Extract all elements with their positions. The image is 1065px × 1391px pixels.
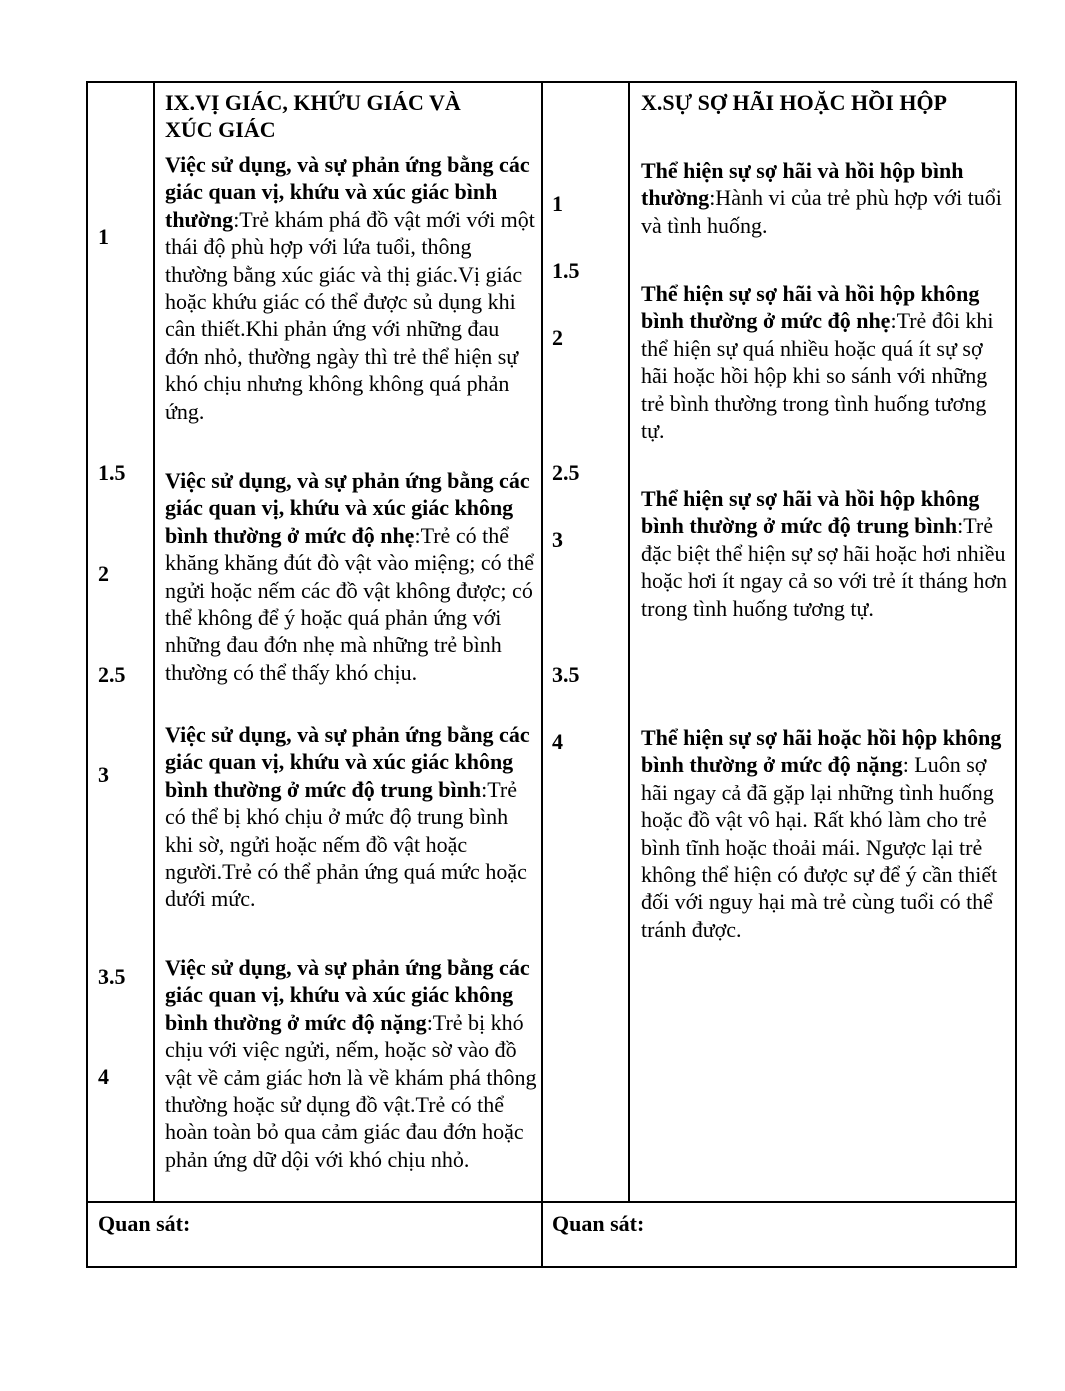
criterion-text: : Luôn sợ hãi ngay cả đã gặp lại những tình huống hoặc đồ vật vô hại. Rất khó làm cho trẻ bình tĩnh hoặc thoải mái. Ngược lại trẻ không thể hiện có được sự để ý cần thiết đối với nguy hại mà trẻ cùng tuổi có thể tránh được. xyxy=(641,752,998,942)
criterion-ix-4 xyxy=(165,954,537,1173)
observation-label-x: Quan sát: xyxy=(552,1211,645,1236)
score-label: 1.5 xyxy=(98,460,126,485)
criterion-text: :Trẻ bị khó chịu với việc ngửi, nếm, hoặc sờ vào đồ vật về cảm giác hơn là về khám phá thông thường hoặc sử dụng đồ vật.Trẻ có thể hoàn toàn bỏ qua cảm giác đau đớn hoặc phản ứng dữ dội với khó chịu nhỏ. xyxy=(165,1009,537,1172)
score-label: 3 xyxy=(98,762,109,787)
table-border-left xyxy=(86,81,88,1268)
score-label: 1 xyxy=(98,224,109,249)
section-title-x: X.SỰ SỢ HÃI HOẶC HỒI HỘP xyxy=(641,90,947,115)
criterion-heading: Thể hiện sự sợ hãi hoặc hồi hộp không bình thường ở mức độ nặng xyxy=(641,725,1002,778)
score-label: 4 xyxy=(552,729,563,754)
criterion-heading: Việc sử dụng, và sự phản ứng bằng các giác quan vị, khứu và xúc giác không bình thường ở mức độ trung bình xyxy=(165,722,530,802)
score-label: 4 xyxy=(98,1064,109,1089)
criterion-x-4 xyxy=(641,724,1009,943)
criterion-x-2 xyxy=(641,280,1009,444)
table-border-right xyxy=(1015,81,1017,1268)
criterion-text: :Trẻ có thể khăng khăng đút đò vật vào miệng; có thể ngửi hoặc nếm các đồ vật không được; có thể không để ý hoặc quá phản ứng với những đau đớn nhẹ mà những trẻ bình thường có thể thấy khó chịu. xyxy=(165,522,535,685)
criterion-x-3 xyxy=(641,485,1009,622)
score-label: 2 xyxy=(552,325,563,350)
score-label: 3 xyxy=(552,527,563,552)
criterion-text: :Hành vi của trẻ phù hợp với tuổi và tình huống. xyxy=(641,185,1002,238)
row-divider xyxy=(86,1201,1017,1203)
criterion-heading: Thể hiện sự sợ hãi và hồi hộp không bình thường ở mức độ trung bình xyxy=(641,486,980,539)
column-divider xyxy=(153,81,155,1203)
criterion-heading: Việc sử dụng, và sự phản ứng bằng các giác quan vị, khứu và xúc giác không bình thường ở mức độ nhẹ xyxy=(165,468,530,548)
section-title-ix: IX.VỊ GIÁC, KHỨU GIÁC VÀ XÚC GIÁC xyxy=(165,90,461,143)
score-label: 2.5 xyxy=(552,460,580,485)
criterion-text: :Trẻ có thể bị khó chịu ở mức độ trung bình khi sờ, ngửi hoặc nếm đồ vật hoặc người.Trẻ có thể phản ứng quá mức hoặc dưới mức. xyxy=(165,776,527,912)
column-divider xyxy=(541,81,543,1268)
table-border-bottom xyxy=(86,1266,1017,1268)
criterion-heading: Việc sử dụng, và sự phản ứng bằng các giác quan vị, khứu và xúc giác bình thường xyxy=(165,152,530,232)
criterion-heading: Thể hiện sự sợ hãi và hồi hộp không bình thường ở mức độ nhẹ xyxy=(641,281,980,334)
criterion-x-1 xyxy=(641,157,1009,239)
criterion-heading: Thể hiện sự sợ hãi và hồi hộp bình thường xyxy=(641,158,964,211)
criterion-heading: Việc sử dụng, và sự phản ứng bằng các giác quan vị, khứu và xúc giác không bình thường ở mức độ nặng xyxy=(165,955,530,1035)
score-label: 2.5 xyxy=(98,662,126,687)
column-divider xyxy=(628,81,630,1203)
criterion-text: :Trẻ khám phá đồ vật mới với một thái độ phù hợp với lứa tuổi, thông thường bằng xúc giác và thị giác.Vị giác hoặc khứu giác có thể được sủ dụng khi cân thiết.Khi phản ứng với những đau đớn nhỏ, thường ngày thì trẻ thể hiện sự khó chịu nhưng không không quá phản ứng. xyxy=(165,206,535,424)
criterion-ix-1 xyxy=(165,151,537,425)
criterion-text: :Trẻ đặc biệt thể hiện sự sợ hãi hoặc hơi nhiều hoặc hơi ít ngay cả so với trẻ ít tháng hơn trong tình huống tương tự. xyxy=(641,513,1008,621)
score-label: 1.5 xyxy=(552,258,580,283)
score-label: 3.5 xyxy=(98,964,126,989)
score-label: 2 xyxy=(98,561,109,586)
table-border-top xyxy=(86,81,1017,83)
observation-label-ix: Quan sát: xyxy=(98,1211,191,1236)
score-label: 1 xyxy=(552,191,563,216)
criterion-text: :Trẻ đôi khi thể hiện sự quá nhiều hoặc quá ít sự sợ hãi hoặc hồi hộp khi so sánh với những trẻ bình thường trong tình huống tương tự. xyxy=(641,308,994,444)
criterion-ix-3 xyxy=(165,721,537,913)
criterion-ix-2 xyxy=(165,467,537,686)
score-label: 3.5 xyxy=(552,662,580,687)
